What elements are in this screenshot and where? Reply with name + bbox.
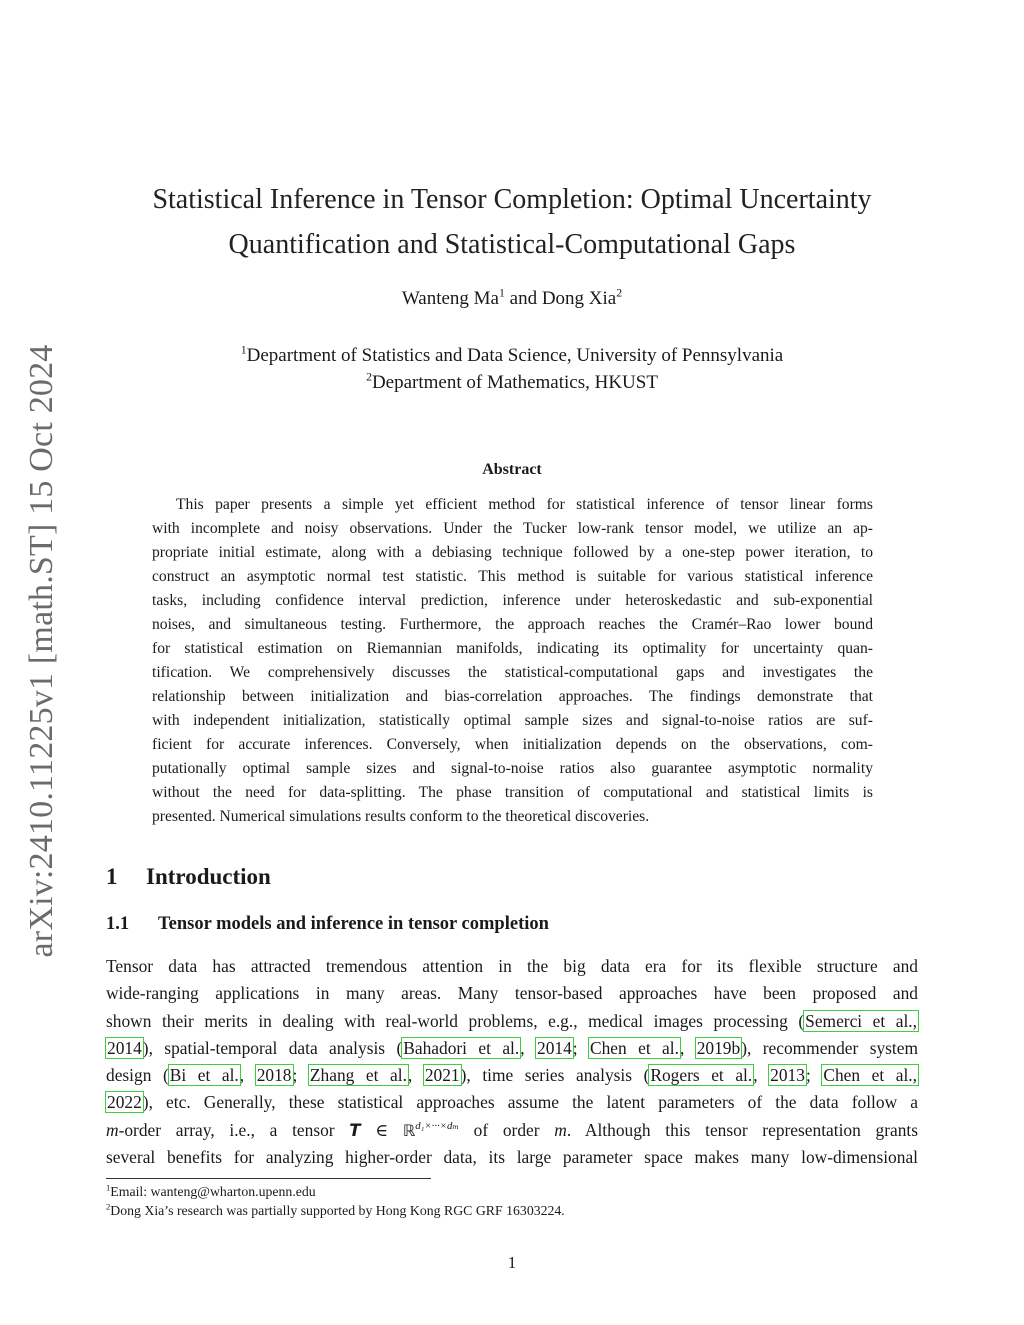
footnote (106, 1201, 565, 1220)
arxiv-identifier-stamp: arXiv:2410.11225v1 [math.ST] 15 Oct 2024 (23, 344, 60, 958)
tensor-symbol: T (349, 1120, 361, 1140)
subsection-number: 1.1 (106, 914, 130, 934)
subsection-title: Tensor models and inference in tensor completion (158, 914, 549, 934)
footnote-mark: 1 (106, 1182, 111, 1193)
title-line-2: Quantification and Statistical-Computational Gaps (228, 229, 796, 260)
body-line (106, 1117, 918, 1144)
abstract-line: without the need for data-splitting. The phase transition of computational and statistical limits is (152, 784, 873, 801)
affiliation-mark: 1 (240, 343, 247, 357)
body-text-span: ), etc. Generally, these statistical approaches assume the latent parameters of the data follow a (142, 1092, 918, 1113)
body-text-span: . Although this tensor representation grants (566, 1119, 919, 1140)
abstract-line: with incomplete and noisy observations. Under the Tucker low-rank tensor model, we utilize an ap- (152, 520, 873, 537)
footnote-mark: 2 (106, 1201, 111, 1212)
body-text-span: design ( (106, 1065, 169, 1086)
affiliation-text: Department of Statistics and Data Science, University of Pennsylvania (246, 345, 784, 366)
affiliation-mark: 2 (616, 286, 623, 300)
abstract-line: with independent initialization, statistically optimal sample sizes and signal-to-noise ratios are suf- (152, 712, 873, 729)
title-line-1: Statistical Inference in Tensor Completion: Optimal Uncertainty (152, 184, 872, 215)
affiliation-text: Department of Mathematics, HKUST (371, 372, 658, 393)
citation-link[interactable]: 2014 (107, 1037, 142, 1058)
body-text-span: ), time series analysis ( (460, 1065, 650, 1086)
abstract-line: presented. Numerical simulations results conform to the theoretical discoveries. (152, 808, 650, 825)
abstract-line: putationally optimal sample sizes and signal-to-noise ratios also guarantee asymptotic normality (152, 760, 873, 777)
body-text-span: , (679, 1037, 696, 1058)
author-conjunction: and (504, 288, 542, 309)
real-space-symbol: ℝ (402, 1120, 416, 1140)
affiliation (0, 369, 1024, 396)
citation-link[interactable]: 2018 (256, 1065, 292, 1086)
paper-title (0, 177, 1024, 267)
body-line: wide-ranging applications in many areas. Many tensor-based approaches have been proposed and (106, 983, 918, 1004)
footnote-text: Email: wanteng@wharton.upenn.edu (110, 1184, 316, 1199)
body-text-span: , (407, 1065, 424, 1086)
abstract-line: propriate initial estimate, along with a debiasing technique followed by a one-step power iteration, to (152, 544, 873, 561)
body-text-span: , (753, 1065, 770, 1086)
math-symbol: m (106, 1119, 119, 1140)
abstract-line: for statistical estimation on Riemannian manifolds, indicating its optimality for uncertainty quan- (152, 640, 873, 657)
affiliation-mark: 1 (499, 286, 505, 300)
abstract-line: tification. We comprehensively discusses the statistical-computational gaps and investigates the (152, 664, 873, 681)
citation-link[interactable]: Bi et al. (169, 1065, 239, 1086)
citation-link[interactable]: 2022 (107, 1092, 142, 1113)
body-text-span: -order array, i.e., a tensor (118, 1119, 350, 1140)
affiliation-mark: 2 (366, 370, 372, 384)
body-text-span: , (520, 1037, 536, 1058)
author-name: Wanteng Ma (401, 288, 499, 309)
abstract-line: noises, and simultaneous testing. Furthermore, the approach reaches the Cramér–Rao lower bound (152, 616, 873, 633)
body-text-span: ; (292, 1065, 309, 1086)
footnote (106, 1182, 565, 1201)
dimension-superscript: d₁×···×dₘ (415, 1119, 459, 1132)
author-name: Dong Xia (541, 288, 617, 309)
abstract-line: tasks, including confidence interval prediction, inference under heteroskedastic and sub-exponential (152, 592, 873, 609)
body-line (106, 1062, 918, 1089)
citation-link[interactable]: Bahadori et al. (403, 1037, 520, 1058)
citation-link[interactable]: 2021 (424, 1065, 460, 1086)
body-text-span: ; (572, 1037, 590, 1058)
author-list (0, 286, 1024, 312)
citation-link[interactable]: Chen et al., (823, 1065, 917, 1086)
body-text-span: ; (805, 1065, 823, 1086)
affiliations (0, 342, 1024, 396)
section-heading (106, 864, 271, 890)
math-symbol: m (554, 1119, 567, 1140)
abstract-line: construct an asymptotic normal test statistic. This method is suitable for various statistical inference (152, 568, 873, 585)
body-text-span: ), recommender system (741, 1037, 919, 1058)
page-number: 1 (507, 1253, 517, 1272)
abstract-line: ficient for accurate inferences. Conversely, when initialization depends on the observations, com- (152, 736, 873, 753)
citation-link[interactable]: Chen et al. (590, 1037, 679, 1058)
citation-link[interactable]: 2019b (696, 1037, 741, 1058)
citation-link[interactable]: 2013 (770, 1065, 805, 1086)
section-title: Introduction (146, 864, 271, 889)
citation-link[interactable]: Rogers et al. (650, 1065, 753, 1086)
abstract-line: relationship between initialization and bias-correlation approaches. The findings demonstrate that (152, 688, 873, 705)
citation-link[interactable]: Semerci et al., (805, 1010, 917, 1031)
footnote-divider (106, 1178, 431, 1179)
section-number: 1 (106, 864, 118, 889)
abstract-body (152, 493, 873, 829)
body-paragraph (106, 953, 918, 1171)
footnotes (106, 1182, 565, 1220)
body-text-span: ), spatial-temporal data analysis ( (142, 1037, 403, 1058)
abstract-line: This paper presents a simple yet efficient method for statistical inference of tensor linear forms (176, 496, 873, 513)
body-text-span: of order (458, 1119, 555, 1140)
subsection-heading (106, 914, 549, 935)
body-line (106, 1035, 918, 1062)
body-line: Tensor data has attracted tremendous attention in the big data era for its flexible structure and (106, 956, 918, 976)
body-line (106, 1089, 918, 1116)
citation-link[interactable]: 2014 (537, 1037, 572, 1058)
citation-link[interactable]: Zhang et al. (309, 1065, 407, 1086)
body-text-span: shown their merits in dealing with real-world problems, e.g., medical images processing ( (106, 1010, 805, 1031)
footnote-text: Dong Xia’s research was partially supported by Hong Kong RGC GRF 16303224. (110, 1203, 565, 1218)
abstract-heading: Abstract (482, 461, 542, 478)
body-line (106, 1008, 918, 1035)
body-text-span: ∈ (360, 1119, 403, 1140)
body-text-span: , (239, 1065, 256, 1086)
affiliation (0, 342, 1024, 369)
body-line: several benefits for analyzing higher-order data, its large parameter space makes many low-dimensional (106, 1147, 918, 1168)
